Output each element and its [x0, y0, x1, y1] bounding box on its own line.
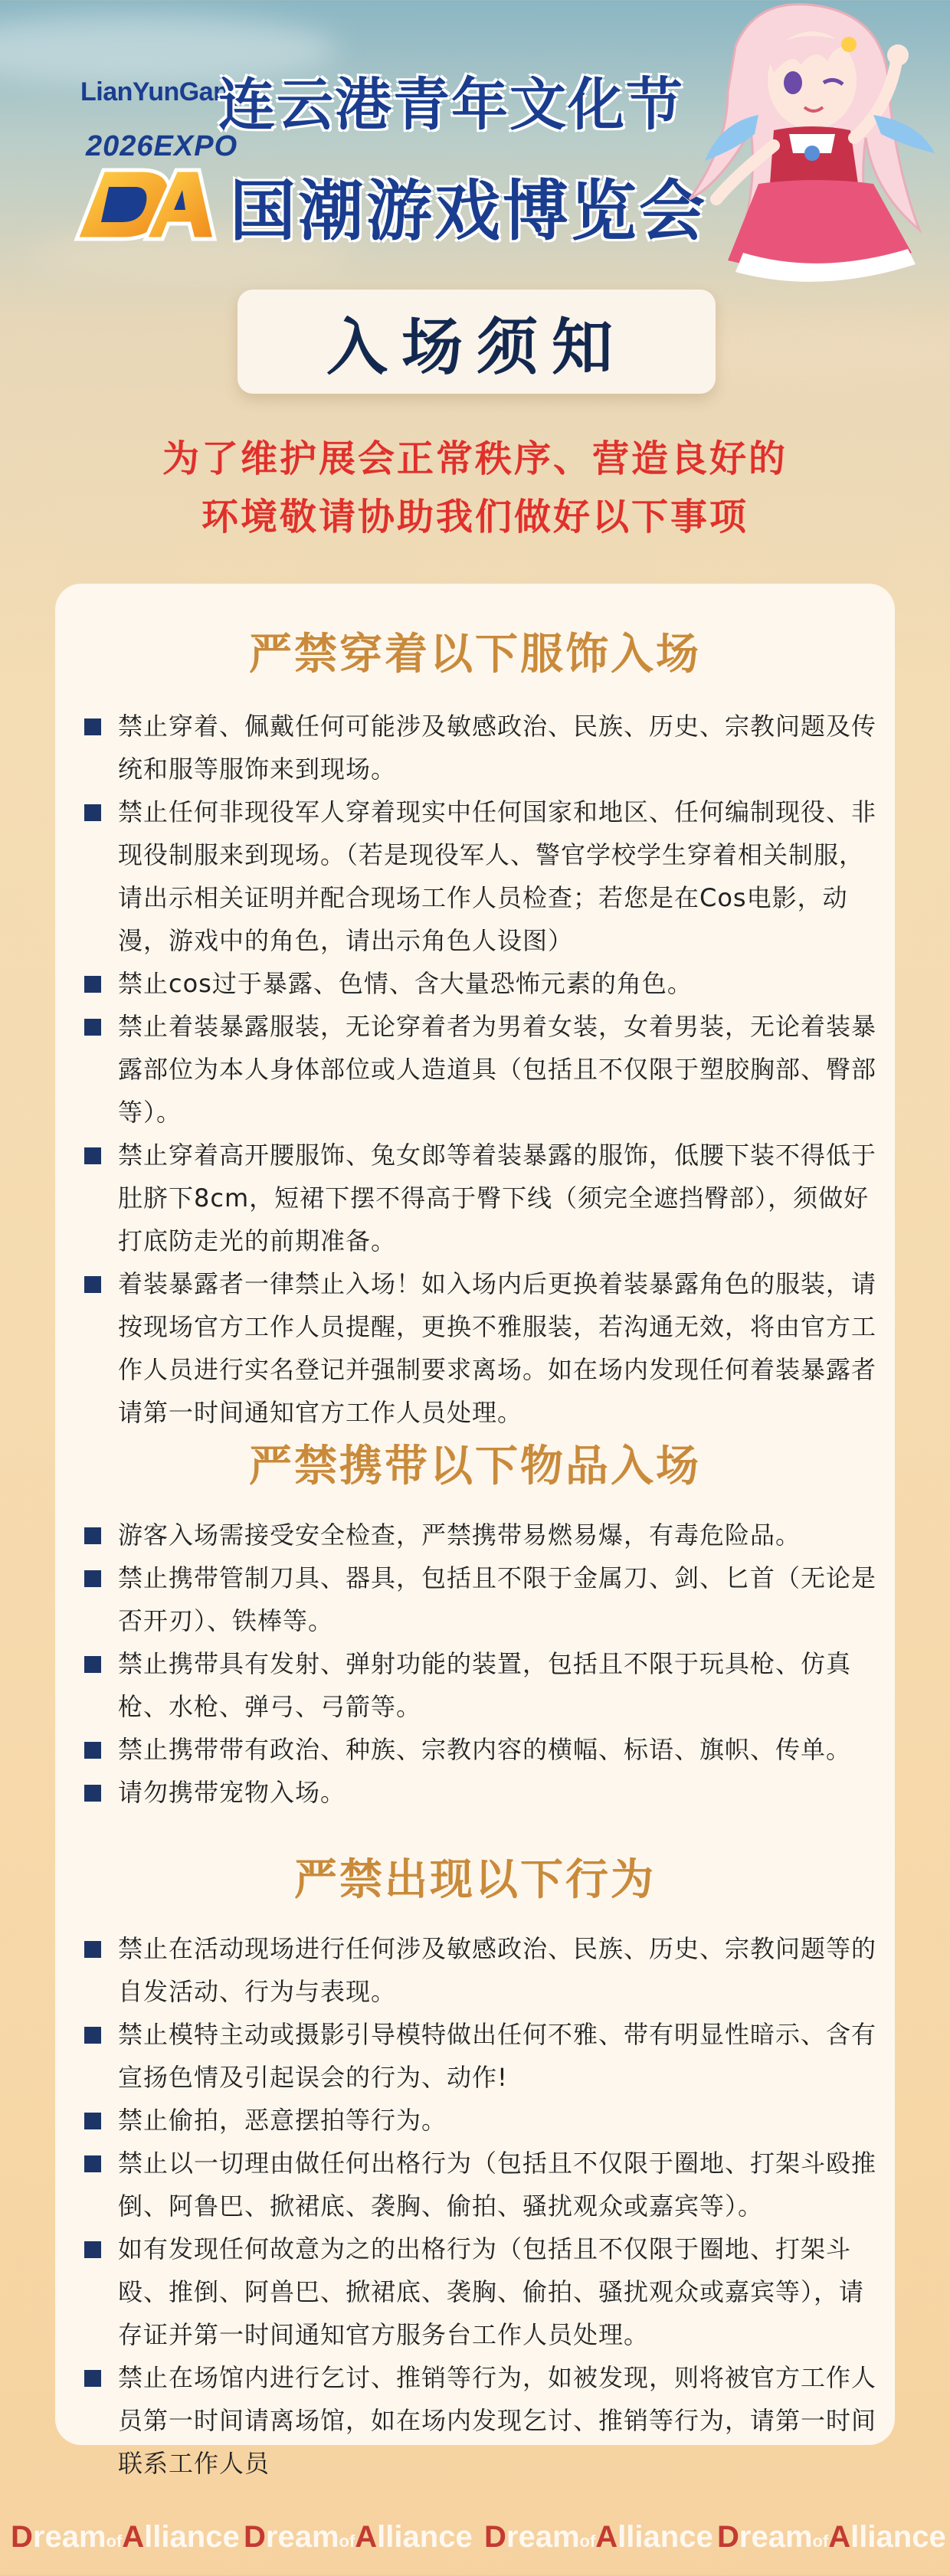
rule-text: 禁止着装暴露服装，无论穿着者为男着女装，女着男装，无论着装暴露部位为本人身体部位或人造道具（包括且不仅限于塑胶胸部、臀部等）。 — [118, 1012, 877, 1127]
rule-text: 禁止任何非现役军人穿着现实中任何国家和地区、任何编制现役、非现役制服来到现场。（若是现役军人、警官学校学生穿着相关制服，请出示相关证明并配合现场工作人员检查；若您是在Cos电影，动漫，游戏中的角色，请出示角色人设图） — [118, 797, 877, 955]
logo-latin-text: LianYunGang — [80, 77, 244, 106]
footer-of: of — [339, 2532, 355, 2551]
footer-brand-strip — [0, 2514, 950, 2560]
rule-text: 游客入场需接受安全检查，严禁携带易燃易爆，有毒危险品。 — [118, 1520, 801, 1550]
footer-letter: A — [122, 2520, 145, 2554]
rule-text: 禁止在场馆内进行乞讨、推销等行为，如被发现，则将被官方工作人员第一时间请离场馆，如在场内发现乞讨、推销等行为，请第一时间联系工作人员 — [118, 2363, 877, 2478]
anime-mascot-illustration-icon — [644, 0, 950, 306]
square-bullet-icon — [84, 1742, 101, 1759]
rule-text: 禁止偷拍，恶意摆拍等行为。 — [118, 2106, 447, 2135]
rule-text: 禁止携带具有发射、弹射功能的装置，包括且不限于玩具枪、仿真枪、水枪、弹弓、弓箭等。 — [118, 1649, 852, 1721]
rule-text: 请勿携带宠物入场。 — [118, 1778, 346, 1807]
footer-brand-word — [244, 2514, 473, 2565]
rule-text: 禁止cos过于暴露、色情、含大量恐怖元素的角色。 — [118, 969, 693, 998]
square-bullet-icon — [84, 2370, 101, 2387]
square-bullet-icon — [84, 1656, 101, 1673]
footer-letter: D — [244, 2520, 266, 2554]
square-bullet-icon — [84, 1019, 101, 1036]
footer-letter: A — [828, 2520, 851, 2554]
footer-letter: D — [717, 2520, 739, 2554]
footer-brand-word — [11, 2514, 240, 2565]
footer-letter: A — [595, 2520, 618, 2554]
logo-year-text: 2026EXPO — [86, 130, 238, 162]
rule-text: 禁止穿着、佩戴任何可能涉及敏感政治、民族、历史、宗教问题及传统和服等服饰来到现场。 — [118, 712, 877, 784]
square-bullet-icon — [84, 1276, 101, 1293]
footer-letters: lliance — [850, 2520, 946, 2554]
footer-of: of — [812, 2532, 829, 2551]
rule-text: 禁止模特主动或摄影引导模特做出任何不雅、带有明显性暗示、含有宣扬色情及引起误会的行为、动作! — [118, 2020, 877, 2092]
intro-line-2: 环境敬请协助我们做好以下事项 — [201, 496, 749, 538]
square-bullet-icon — [84, 1941, 101, 1958]
footer-letters: ream — [265, 2520, 339, 2554]
square-bullet-icon — [84, 1570, 101, 1587]
section-title-behavior: 严禁出现以下行为 — [294, 1855, 656, 1905]
footer-letters: lliance — [377, 2520, 473, 2554]
square-bullet-icon — [84, 804, 101, 821]
rule-text: 禁止携带带有政治、种族、宗教内容的横幅、标语、旗帜、传单。 — [118, 1735, 852, 1764]
footer-letters: ream — [32, 2520, 106, 2554]
footer-of: of — [106, 2532, 123, 2551]
notice-title: 入场须知 — [326, 311, 627, 383]
section-title-items: 严禁携带以下物品入场 — [249, 1442, 701, 1491]
square-bullet-icon — [84, 1527, 101, 1544]
footer-of: of — [579, 2532, 596, 2551]
square-bullet-icon — [84, 2241, 101, 2258]
footer-brand-word — [484, 2514, 713, 2565]
square-bullet-icon — [84, 718, 101, 735]
rule-text: 禁止携带管制刀具、器具，包括且不限于金属刀、剑、匕首（无论是否开刃）、铁棒等。 — [118, 1563, 877, 1635]
rule-text: 禁止在活动现场进行任何涉及敏感政治、民族、历史、宗教问题等的自发活动、行为与表现。 — [118, 1934, 877, 2006]
footer-letter: A — [355, 2520, 378, 2554]
footer-brand-word — [717, 2514, 946, 2565]
footer-letters: lliance — [618, 2520, 713, 2554]
footer-letters: ream — [506, 2520, 580, 2554]
square-bullet-icon — [84, 1147, 101, 1164]
logo-title-line1: 连云港青年文化节 — [218, 72, 684, 138]
da-logo-mark-icon — [61, 162, 222, 247]
footer-letters: ream — [739, 2520, 813, 2554]
rule-text: 着装暴露者一律禁止入场！如入场内后更换着装暴露角色的服装，请按现场官方工作人员提醒，更换不雅服装，若沟通无效，将由官方工作人员进行实名登记并强制要求离场。如在场内发现任何着装暴露者请第一时间通知官方工作人员处理。 — [118, 1269, 877, 1427]
rule-text: 禁止以一切理由做任何出格行为（包括且不仅限于圈地、打架斗殴推倒、阿鲁巴、掀裙底、袭胸、偷拍、骚扰观众或嘉宾等）。 — [118, 2149, 877, 2221]
footer-letter: D — [484, 2520, 506, 2554]
square-bullet-icon — [84, 2155, 101, 2172]
footer-letters: lliance — [144, 2520, 240, 2554]
logo-title-line2: 国潮游戏博览会 — [230, 173, 707, 250]
square-bullet-icon — [84, 1785, 101, 1802]
square-bullet-icon — [84, 2113, 101, 2129]
intro-line-1: 为了维护展会正常秩序、营造良好的 — [162, 437, 788, 480]
section-title-attire: 严禁穿着以下服饰入场 — [249, 630, 701, 679]
rule-text: 如有发现任何故意为之的出格行为（包括且不仅限于圈地、打架斗殴、推倒、阿兽巴、掀裙底、袭胸、偷拍、骚扰观众或嘉宾等），请存证并第一时间通知官方服务台工作人员处理。 — [118, 2234, 865, 2349]
header — [0, 0, 950, 291]
footer-letter: D — [11, 2520, 33, 2554]
rule-text: 禁止穿着高开腰服饰、兔女郎等着装暴露的服饰，低腰下装不得低于肚脐下8cm，短裙下摆不得高于臀下线（须完全遮挡臀部），须做好打底防走光的前期准备。 — [118, 1141, 877, 1255]
square-bullet-icon — [84, 976, 101, 993]
square-bullet-icon — [84, 2027, 101, 2044]
notice-title-box — [238, 290, 716, 394]
